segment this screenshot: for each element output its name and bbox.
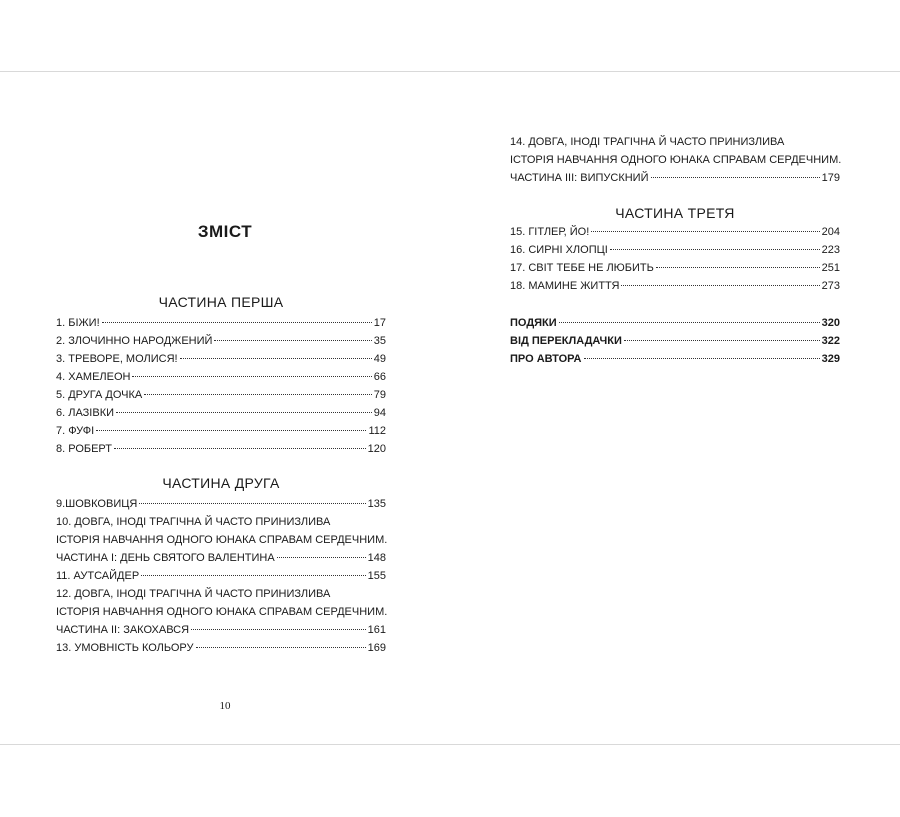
toc-entry[interactable] bbox=[56, 314, 386, 332]
toc-entry-title: ПРО АВТОРА bbox=[510, 353, 582, 365]
toc-entry-page: 66 bbox=[373, 371, 386, 383]
toc-entry-page: 320 bbox=[821, 317, 840, 329]
toc-entry[interactable] bbox=[56, 440, 386, 458]
contents-title: ЗМІСТ bbox=[197, 222, 253, 241]
toc-entry-page: 155 bbox=[367, 570, 386, 582]
toc-entry-title: 13. УМОВНІСТЬ КОЛЬОРУ bbox=[56, 642, 194, 654]
toc-entry-title: 1. БІЖИ! bbox=[56, 317, 100, 329]
dot-leader bbox=[277, 557, 366, 558]
toc-entry[interactable] bbox=[56, 639, 386, 657]
toc-entry[interactable] bbox=[510, 350, 840, 368]
toc-entry-page: 273 bbox=[821, 280, 840, 292]
part-one-heading: ЧАСТИНА ПЕРША bbox=[158, 294, 284, 310]
dot-leader bbox=[132, 376, 371, 377]
dot-leader bbox=[141, 575, 365, 576]
toc-entry[interactable] bbox=[510, 241, 840, 259]
dot-leader bbox=[191, 629, 366, 630]
dot-leader bbox=[621, 285, 819, 286]
dot-leader bbox=[651, 177, 820, 178]
toc-entry[interactable] bbox=[56, 495, 386, 513]
toc-entry-page: 94 bbox=[373, 407, 386, 419]
dot-leader bbox=[214, 340, 371, 341]
toc-entry-page: 169 bbox=[367, 642, 386, 654]
right-page bbox=[450, 72, 900, 744]
toc-entry-title: 5. ДРУГА ДОЧКА bbox=[56, 389, 143, 401]
toc-entry-page: 322 bbox=[821, 335, 840, 347]
toc-entry[interactable] bbox=[56, 549, 386, 567]
toc-entry[interactable] bbox=[56, 332, 386, 350]
dot-leader bbox=[139, 503, 365, 504]
part-two-continued-list bbox=[510, 133, 840, 187]
toc-entry-line: 12. ДОВГА, ІНОДІ ТРАГІЧНА Й ЧАСТО ПРИНИЗЛИВА bbox=[56, 588, 331, 600]
toc-entry-page: 79 bbox=[373, 389, 386, 401]
dot-leader bbox=[584, 358, 820, 359]
dot-leader bbox=[116, 412, 372, 413]
toc-entry-page: 120 bbox=[367, 443, 386, 455]
toc-entry-line: ІСТОРІЯ НАВЧАННЯ ОДНОГО ЮНАКА СПРАВАМ СЕРДЕЧНИМ. bbox=[510, 154, 842, 166]
toc-entry-title: ПОДЯКИ bbox=[510, 317, 557, 329]
part-one-list bbox=[56, 314, 386, 458]
toc-entry-line: 10. ДОВГА, ІНОДІ ТРАГІЧНА Й ЧАСТО ПРИНИЗЛИВА bbox=[56, 516, 331, 528]
dot-leader bbox=[114, 448, 366, 449]
toc-entry-title: 8. РОБЕРТ bbox=[56, 443, 112, 455]
toc-entry-page: 204 bbox=[821, 226, 840, 238]
toc-entry-page: 179 bbox=[821, 172, 840, 184]
toc-entry-title: 2. ЗЛОЧИННО НАРОДЖЕНИЙ bbox=[56, 335, 213, 347]
toc-entry-page: 329 bbox=[821, 353, 840, 365]
toc-entry[interactable] bbox=[56, 567, 386, 585]
toc-entry-title: 16. СИРНІ ХЛОПЦІ bbox=[510, 244, 608, 256]
toc-entry-title: ВІД ПЕРЕКЛАДАЧКИ bbox=[510, 335, 622, 347]
toc-entry[interactable] bbox=[56, 386, 386, 404]
toc-entry[interactable] bbox=[56, 368, 386, 386]
toc-entry-page: 49 bbox=[373, 353, 386, 365]
part-two-heading: ЧАСТИНА ДРУГА bbox=[162, 475, 280, 491]
dot-leader bbox=[591, 231, 819, 232]
toc-entry-page: 251 bbox=[821, 262, 840, 274]
part-three-list bbox=[510, 223, 840, 295]
dot-leader bbox=[656, 267, 820, 268]
toc-entry-title: 9.ШОВКОВИЦЯ bbox=[56, 498, 138, 510]
left-page bbox=[0, 72, 450, 744]
toc-entry-title: 4. ХАМЕЛЕОН bbox=[56, 371, 131, 383]
toc-entry-title: 15. ГІТЛЕР, ЙО! bbox=[510, 226, 590, 238]
toc-entry-title: ЧАСТИНА ІІ: ЗАКОХАВСЯ bbox=[56, 624, 190, 636]
dot-leader bbox=[624, 340, 820, 341]
dot-leader bbox=[559, 322, 820, 323]
page-number: 10 bbox=[219, 700, 231, 712]
toc-entry[interactable] bbox=[56, 422, 386, 440]
toc-entry-title: 3. ТРЕВОРЕ, МОЛИСЯ! bbox=[56, 353, 178, 365]
dot-leader bbox=[196, 647, 366, 648]
toc-entry-title: 11. АУТСАЙДЕР bbox=[56, 570, 140, 582]
dot-leader bbox=[102, 322, 372, 323]
toc-entry-page: 148 bbox=[367, 552, 386, 564]
part-three-heading: ЧАСТИНА ТРЕТЯ bbox=[615, 205, 735, 221]
back-matter-list bbox=[510, 314, 840, 368]
toc-entry[interactable] bbox=[510, 223, 840, 241]
toc-entry-title: 18. МАМИНЕ ЖИТТЯ bbox=[510, 280, 620, 292]
toc-entry-page: 35 bbox=[373, 335, 386, 347]
toc-entry-page: 112 bbox=[368, 425, 386, 437]
toc-entry-line: 14. ДОВГА, ІНОДІ ТРАГІЧНА Й ЧАСТО ПРИНИЗЛИВА bbox=[510, 136, 785, 148]
toc-entry[interactable] bbox=[510, 314, 840, 332]
toc-entry[interactable] bbox=[510, 277, 840, 295]
dot-leader bbox=[180, 358, 372, 359]
dot-leader bbox=[144, 394, 372, 395]
toc-entry-title: 17. СВІТ ТЕБЕ НЕ ЛЮБИТЬ bbox=[510, 262, 654, 274]
toc-entry-page: 223 bbox=[821, 244, 840, 256]
toc-entry[interactable] bbox=[510, 169, 840, 187]
dot-leader bbox=[96, 430, 366, 431]
toc-entry-title: ЧАСТИНА ІІІ: ВИПУСКНИЙ bbox=[510, 172, 649, 184]
toc-entry-line: ІСТОРІЯ НАВЧАННЯ ОДНОГО ЮНАКА СПРАВАМ СЕРДЕЧНИМ. bbox=[56, 606, 388, 618]
toc-entry[interactable] bbox=[510, 259, 840, 277]
toc-entry-title: 6. ЛАЗІВКИ bbox=[56, 407, 115, 419]
toc-entry[interactable] bbox=[56, 350, 386, 368]
part-two-list bbox=[56, 495, 386, 657]
toc-entry[interactable] bbox=[56, 404, 386, 422]
toc-entry-page: 135 bbox=[367, 498, 386, 510]
toc-entry-line: ІСТОРІЯ НАВЧАННЯ ОДНОГО ЮНАКА СПРАВАМ СЕРДЕЧНИМ. bbox=[56, 534, 388, 546]
toc-entry-page: 17 bbox=[373, 317, 386, 329]
toc-entry-title: ЧАСТИНА І: ДЕНЬ СВЯТОГО ВАЛЕНТИНА bbox=[56, 552, 275, 564]
book-spread bbox=[0, 71, 900, 745]
toc-entry-title: 7. ФУФІ bbox=[56, 425, 95, 437]
toc-entry[interactable] bbox=[510, 332, 840, 350]
toc-entry[interactable] bbox=[56, 621, 386, 639]
dot-leader bbox=[610, 249, 820, 250]
toc-entry-page: 161 bbox=[367, 624, 386, 636]
